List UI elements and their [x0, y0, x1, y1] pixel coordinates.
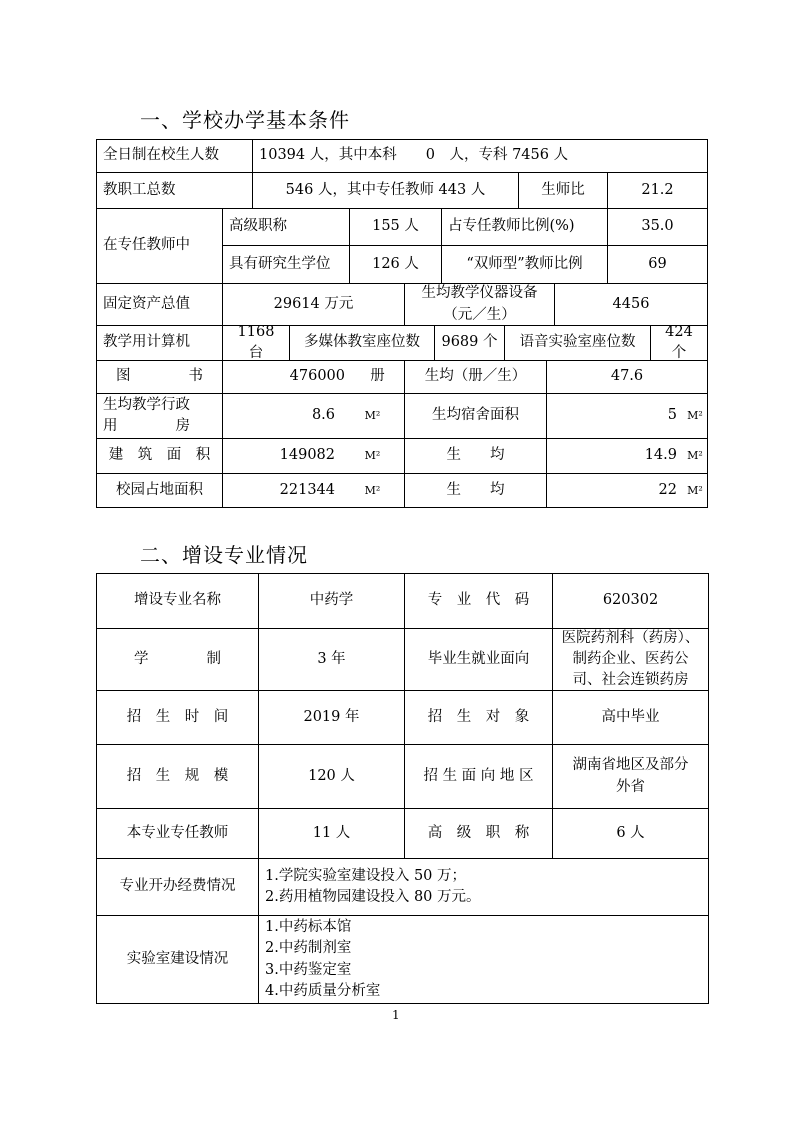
- conditions-cell: 476000: [289, 368, 345, 385]
- major-cell: 湖南省地区及部分 外省: [552, 744, 709, 809]
- conditions-cell: 生 均: [404, 438, 547, 474]
- conditions-cell: 生均教学仪器设备 （元／生）: [404, 283, 555, 326]
- conditions-cell: 21.2: [607, 172, 708, 209]
- section1-title: 一、学校办学基本条件: [140, 108, 350, 132]
- conditions-cell: 155 人: [349, 208, 442, 246]
- major-cell: 本专业专任教师: [96, 808, 259, 859]
- major-cell: 1.学院实验室建设投入 50 万； 2.药用植物园建设投入 80 万元。: [258, 858, 709, 916]
- conditions-cell: 册: [370, 368, 385, 385]
- conditions-cell: 10394 人，其中本科 0 人，专科 7456 人: [252, 139, 708, 173]
- conditions-cell: 多媒体教室座位数: [289, 325, 435, 361]
- conditions-cell: 生均（册／生）: [404, 360, 547, 394]
- major-cell: 1.中药标本馆 2.中药制剂室 3.中药鉴定室 4.中药质量分析室: [258, 915, 709, 1004]
- page-number: 1: [392, 1008, 400, 1022]
- major-cell: 招 生 规 模: [96, 744, 259, 809]
- conditions-cell: 固定资产总值: [96, 283, 223, 326]
- conditions-cell: 在专任教师中: [96, 208, 223, 284]
- conditions-cell: 语音实验室座位数: [504, 325, 651, 361]
- major-cell: 医院药剂科（药房）、 制药企业、医药公 司、社会连锁药房: [552, 628, 709, 691]
- conditions-cell: 149082: [279, 447, 335, 464]
- major-cell: 2019 年: [258, 690, 405, 745]
- conditions-cell: 29614 万元: [222, 283, 405, 326]
- conditions-cell: 9689 个: [434, 325, 505, 361]
- major-cell: 6 人: [552, 808, 709, 859]
- conditions-cell: M²: [687, 483, 703, 497]
- conditions-cell: 14.9: [644, 447, 677, 464]
- conditions-cell: 生均宿舍面积: [404, 393, 547, 439]
- major-cell: 招 生 对 象: [404, 690, 553, 745]
- conditions-cell: 1168 台: [222, 325, 290, 361]
- conditions-cell: M²: [364, 449, 381, 463]
- conditions-cell: M²: [364, 409, 381, 423]
- conditions-cell: 生均教学行政 用 房: [96, 393, 223, 439]
- conditions-cell: M²: [364, 483, 381, 497]
- conditions-cell: 图 书: [96, 360, 223, 394]
- major-cell: 620302: [552, 573, 709, 629]
- major-cell: 学 制: [96, 628, 259, 691]
- conditions-cell: 5: [667, 407, 677, 424]
- major-cell: 招 生 面 向 地 区: [404, 744, 553, 809]
- major-cell: 中药学: [258, 573, 405, 629]
- conditions-cell: 22: [658, 481, 677, 498]
- major-cell: 增设专业名称: [96, 573, 259, 629]
- major-cell: 毕业生就业面向: [404, 628, 553, 691]
- conditions-cell: 校园占地面积: [96, 473, 223, 508]
- conditions-cell: 35.0: [607, 208, 708, 246]
- major-cell: 实验室建设情况: [96, 915, 259, 1004]
- conditions-cell: 47.6: [546, 360, 708, 394]
- conditions-cell: 占专任教师比例(%): [441, 208, 608, 246]
- section2-title: 二、增设专业情况: [140, 543, 308, 567]
- conditions-cell: 高级职称: [222, 208, 350, 246]
- major-cell: 专业开办经费情况: [96, 858, 259, 916]
- major-cell: 高 级 职 称: [404, 808, 553, 859]
- conditions-cell: 221344: [279, 481, 335, 498]
- major-cell: 招 生 时 间: [96, 690, 259, 745]
- conditions-cell: 126 人: [349, 245, 442, 284]
- conditions-cell: 546 人，其中专任教师 443 人: [252, 172, 519, 209]
- conditions-cell: 4456: [554, 283, 708, 326]
- major-cell: 120 人: [258, 744, 405, 809]
- major-cell: 专 业 代 码: [404, 573, 553, 629]
- conditions-cell: 424 个: [650, 325, 708, 361]
- conditions-cell: “双师型”教师比例: [441, 245, 608, 284]
- major-cell: 高中毕业: [552, 690, 709, 745]
- conditions-cell: M²: [687, 409, 703, 423]
- conditions-cell: M²: [687, 449, 703, 463]
- conditions-cell: 具有研究生学位: [222, 245, 350, 284]
- conditions-cell: 生师比: [518, 172, 608, 209]
- conditions-cell: 8.6: [311, 407, 335, 424]
- conditions-cell: 教学用计算机: [96, 325, 223, 361]
- major-cell: 11 人: [258, 808, 405, 859]
- conditions-cell: 全日制在校生人数: [96, 139, 253, 173]
- conditions-cell: 生 均: [404, 473, 547, 508]
- major-cell: 3 年: [258, 628, 405, 691]
- conditions-cell: 69: [607, 245, 708, 284]
- conditions-cell: 教职工总数: [96, 172, 253, 209]
- conditions-cell: 建 筑 面 积: [96, 438, 223, 474]
